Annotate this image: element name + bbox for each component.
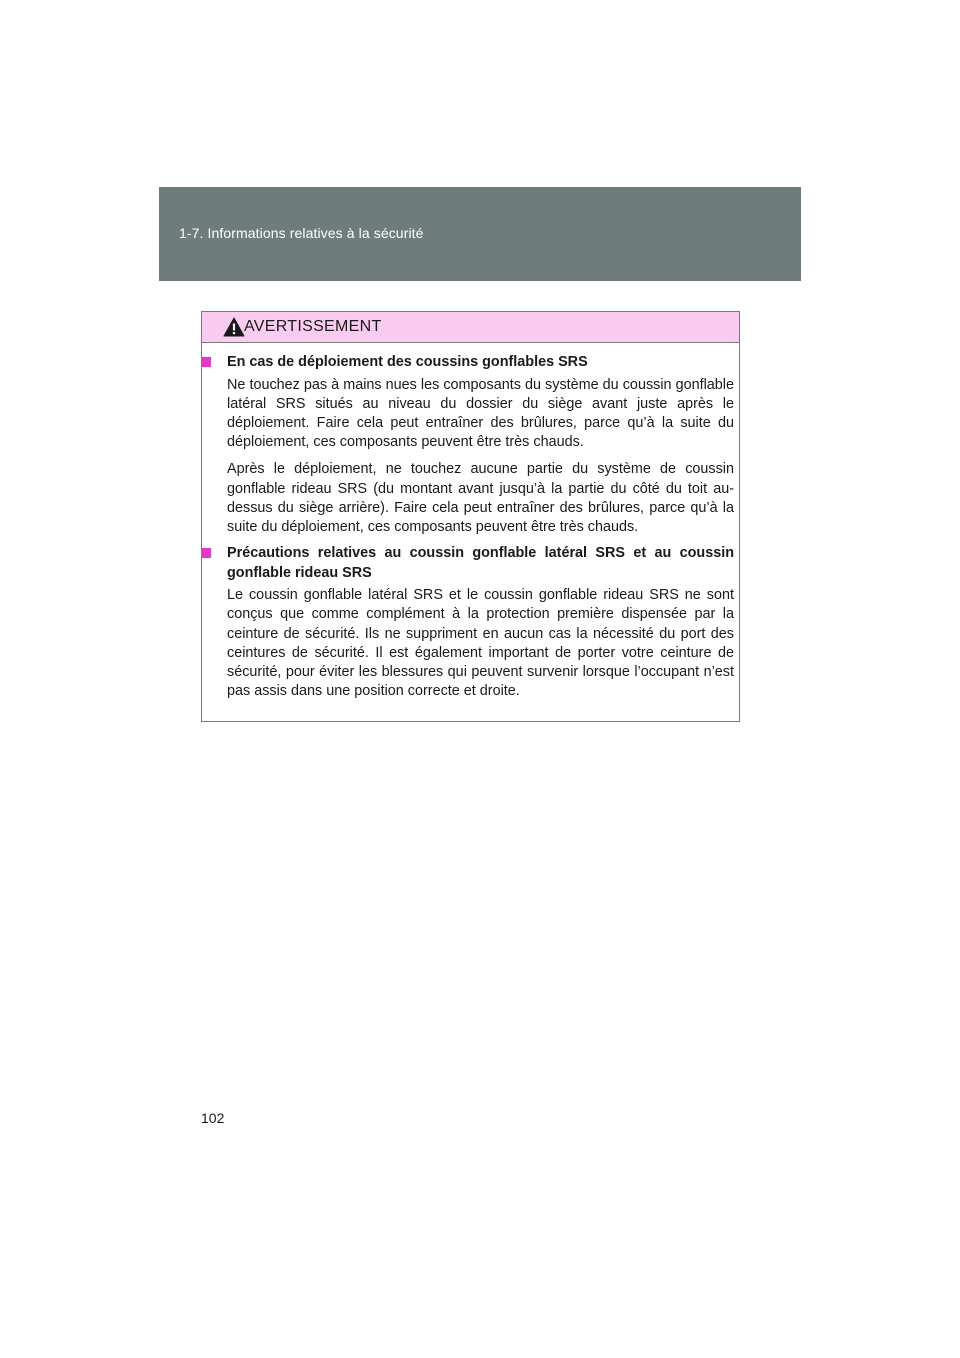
warning-triangle-icon: [223, 317, 245, 337]
warning-item-title: [210, 544, 734, 583]
warning-body: [202, 343, 739, 701]
square-bullet-icon: [201, 548, 211, 558]
section-header-band: [159, 187, 801, 281]
warning-item-title-text: Précautions relatives au coussin gonflable latéral SRS et au coussin gonflable rideau SRS: [227, 545, 734, 581]
warning-item-title-text: En cas de déploiement des coussins gonflables SRS: [227, 354, 588, 370]
warning-header: [202, 312, 739, 343]
warning-box: [201, 311, 740, 722]
page-number: 102: [201, 1110, 225, 1126]
warning-item-title: [210, 353, 734, 373]
section-title: 1-7. Informations relatives à la sécurité: [179, 225, 424, 241]
warning-paragraph: Après le déploiement, ne touchez aucune partie du système de coussin gonflable rideau SRS (du montant avant jusqu’à la partie du côté du toit au-dessus du siège arrière). Faire cela peut entraîner des brûlures, parce qu’à la suite du déploiement, ces composants peuvent être très chauds.: [227, 461, 734, 535]
warning-paragraph: Le coussin gonflable latéral SRS et le coussin gonflable rideau SRS ne sont conçus que comme complément à la protection première dispensée par la ceinture de sécurité. Ils ne suppriment en aucun cas la nécessité du port des ceintures de sécurité. Il est également important de porter votre ceinture de sécurité, pour éviter les blessures qui peuvent survenir lorsque l’occupant n’est pas assis dans une position correcte et droite.: [227, 587, 734, 700]
square-bullet-icon: [201, 357, 211, 367]
warning-paragraph: Ne touchez pas à mains nues les composants du système du coussin gonflable latéral SRS situés au niveau du dossier du siège avant juste après le déploiement. Faire cela peut entraîner des brûlures, parce qu’à la suite du déploiement, ces composants peuvent être très chauds.: [227, 376, 734, 451]
warning-label: AVERTISSEMENT: [244, 318, 382, 335]
